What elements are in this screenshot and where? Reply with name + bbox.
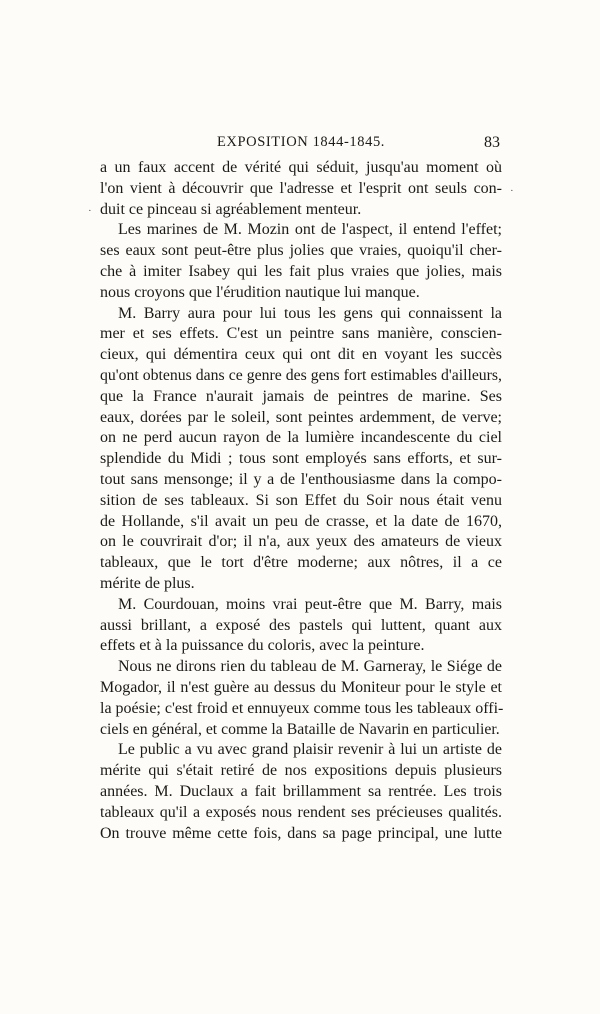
text-line: eaux, dorées par le soleil, sont peintes ardemment, de verve; — [100, 408, 502, 426]
text-line: tableaux, que le tort d'être moderne; aux nôtres, il a ce — [100, 554, 502, 572]
text-line: duit ce pinceau si agréablement menteur. — [100, 200, 362, 218]
text-line: Le public a vu avec grand plaisir revenir à lui un artiste de — [118, 741, 502, 759]
text-line: M. Barry aura pour lui tous les gens qui connaissent la — [118, 304, 502, 322]
text-line: Les marines de M. Mozin ont de l'aspect, il entend l'effet; — [118, 221, 502, 239]
text-line: nous croyons que l'érudition nautique lui manque. — [100, 283, 420, 301]
text-line: tout sans mensonge; il y a de l'enthousiasme dans la compo- — [100, 470, 502, 488]
text-line: ses eaux sont peut-être plus jolies que vraies, quoiqu'il cher- — [100, 242, 502, 260]
text-line: sition de ses tableaux. Si son Effet du Soir nous était venu — [100, 491, 502, 509]
text-line: mer et ses effets. C'est un peintre sans manière, conscien- — [100, 325, 502, 343]
text-line: de Hollande, s'il avait un peu de crasse, et la date de 1670, — [100, 512, 502, 530]
text-line: On trouve même cette fois, dans sa page principal, une lutte — [100, 824, 502, 842]
text-line: a un faux accent de vérité qui séduit, jusqu'au moment où — [100, 159, 502, 176]
text-line: on ne perd aucun rayon de la lumière incandescente du ciel — [100, 429, 502, 447]
text-line: mérite de plus. — [100, 574, 195, 592]
text-line: mérite qui s'était retiré de nos expositions depuis plusieurs — [100, 762, 502, 780]
body-text — [100, 158, 502, 844]
page-number: 83 — [484, 134, 500, 151]
text-line: Nous ne dirons rien du tableau de M. Garneray, le Siége de — [118, 658, 502, 676]
text-line: cieux, qui démentira ceux qui ont dit en voyant les succès — [100, 346, 502, 364]
text-line: Mogador, il n'est guère au dessus du Moniteur pour le style et — [100, 678, 502, 696]
text-line: années. M. Duclaux a fait brillamment sa rentrée. Les trois — [100, 782, 502, 800]
text-line: splendide du Midi ; tous sont employés sans efforts, et sur- — [100, 450, 502, 468]
text-line: que la France n'aurait jamais de peintres de marine. Ses — [100, 387, 502, 405]
text-line: aussi brillant, a exposé des pastels qui luttent, quant aux — [100, 616, 502, 634]
text-line: on le couvrirait d'or; il n'a, aux yeux des amateurs de vieux — [100, 533, 502, 551]
text-line: la poésie; c'est froid et ennuyeux comme tous les tableaux offi- — [100, 699, 504, 717]
text-line: tableaux qu'il a exposés nous rendent ses précieuses qualités. — [100, 803, 502, 821]
text-line: qu'ont obtenus dans ce genre des gens fort estimables d'ailleurs, — [100, 366, 502, 384]
page-header — [100, 134, 502, 154]
text-line: che à imiter Isabey qui les fait plus vraies que jolies, mais — [100, 262, 502, 280]
text-line: M. Courdouan, moins vrai peut-être que M. Barry, mais — [118, 595, 502, 613]
text-line: ciels en général, et comme la Bataille de Navarin en particulier. — [100, 720, 500, 738]
running-title: EXPOSITION 1844-1845. — [216, 134, 386, 150]
margin-mark: · — [88, 205, 92, 217]
margin-mark: · — [510, 185, 514, 197]
text-line: l'on vient à découvrir que l'adresse et l'esprit ont seuls con- — [100, 179, 502, 197]
text-line: effets et à la puissance du coloris, avec la peinture. — [100, 637, 425, 655]
